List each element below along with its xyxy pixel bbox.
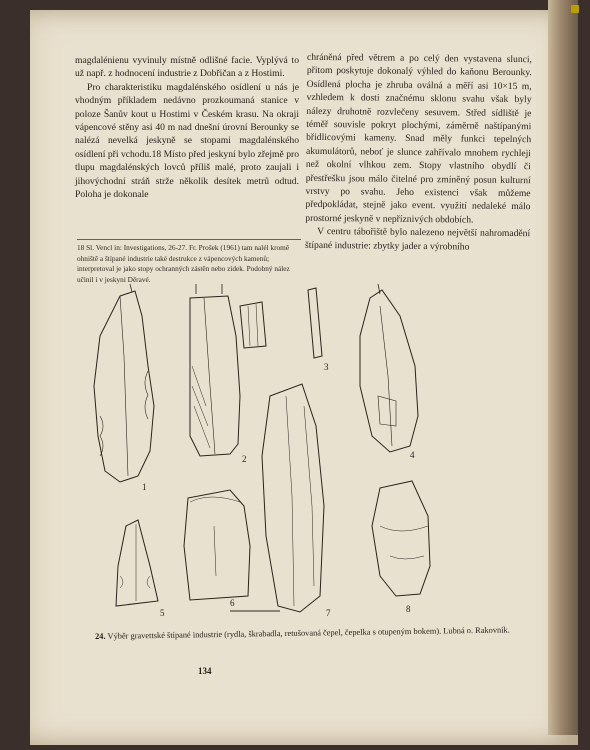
caption-text: Výběr gravettské štípané industrie (rydla, škrabadla, retušovaná čepel, čepelka s otupeným bokem). Lubná o. Rakovník. [107, 625, 510, 641]
artifact-label-6: 6 [230, 598, 235, 608]
artifact-5-drawing [116, 520, 158, 606]
artifact-drawings [80, 276, 540, 626]
left-paragraph-2: Pro charakteristiku magdalénského osídlení u nás je vhodným příkladem nedávno prozkoumaná stanice v poloze Šanův kout u Hostimi v Českém krasu. Na okraji vápencové stěny asi 40 m nad dnešní úrovní Berounky se nalézá nevelká jeskyně se stopami magdalénského osídlení při vchodu.18 Místo před jeskyní bylo zřejmě pro tlupu magdalénských lovců příliš malé, proto zaujali i jihovýchodní stráň strže několik desítek metrů odtud. Poloha je dokonale [75, 81, 299, 201]
artifact-label-3: 3 [324, 362, 329, 372]
page-number: 134 [198, 666, 212, 676]
footnote: 18 Sl. Vencl in: Investigations, 26-27. Fr. Prošek (1961) tam nalél kromě ohniště a štípané industrie také destrukce z vápencových kamenů; interpretoval je jako stopy ochranných zástěn nebo zídek. Podobný nález učinil i v jeskyni Děravé. [77, 239, 301, 285]
right-paragraph-1: chráněná před větrem a po celý den vystavena slunci, přitom poskytuje dokonalý výhled do kaňonu Berounky. Osídlená plocha je zhruba oválná a měří asi 10×15 m, vzhledem k dosti značnému sklonu svahu však byly nálezy druhotně rozvlečeny sesuvem. Střed sídliště je téměř souvisle pokryt plochými, záměrně naštípanými břidlicovými kameny. Snad měly funkci tepelných akumulátorů, neboť je slunce zahřívalo mnohem rychleji než okolní vlhkou zem. Stopy vlastního obydlí či přestřešku jsou málo čitelné pro zmíněný posun kulturní vrstvy po svahu. Jeho existenci však můžeme předpokládat, stejně jako event. využití nedaleké málo prostorné jeskyně v nepříznivých obdobích. [305, 51, 533, 226]
artifact-3-drawing [240, 288, 322, 358]
artifact-label-8: 8 [406, 604, 411, 614]
artifact-label-4: 4 [410, 450, 415, 460]
left-text-column [75, 54, 299, 201]
library-stamp-icon [571, 5, 579, 13]
artifact-1-drawing [94, 284, 154, 482]
artifact-label-5: 5 [160, 608, 165, 618]
artifact-2-drawing [190, 284, 240, 456]
artifact-7-drawing [262, 384, 324, 612]
artifact-label-7: 7 [326, 608, 331, 618]
artifact-figure [80, 276, 540, 626]
artifact-8-drawing [372, 481, 430, 596]
left-paragraph-1: magdalénienu vyvinuly místně odlišné facie. Vyplývá to už např. z hodnocení industrie z Dobřičan a z Hostimi. [75, 55, 299, 80]
caption-number: 24. [95, 631, 106, 641]
right-paragraph-2: V centru tábořiště bylo nalezeno největší nahromadění štípané industrie: zbytky jader a výrobního [304, 226, 531, 253]
artifact-6-drawing [184, 490, 280, 611]
right-text-column [305, 51, 532, 254]
artifact-4-drawing [360, 284, 418, 452]
artifact-label-1: 1 [142, 482, 147, 492]
artifact-label-2: 2 [242, 454, 247, 464]
